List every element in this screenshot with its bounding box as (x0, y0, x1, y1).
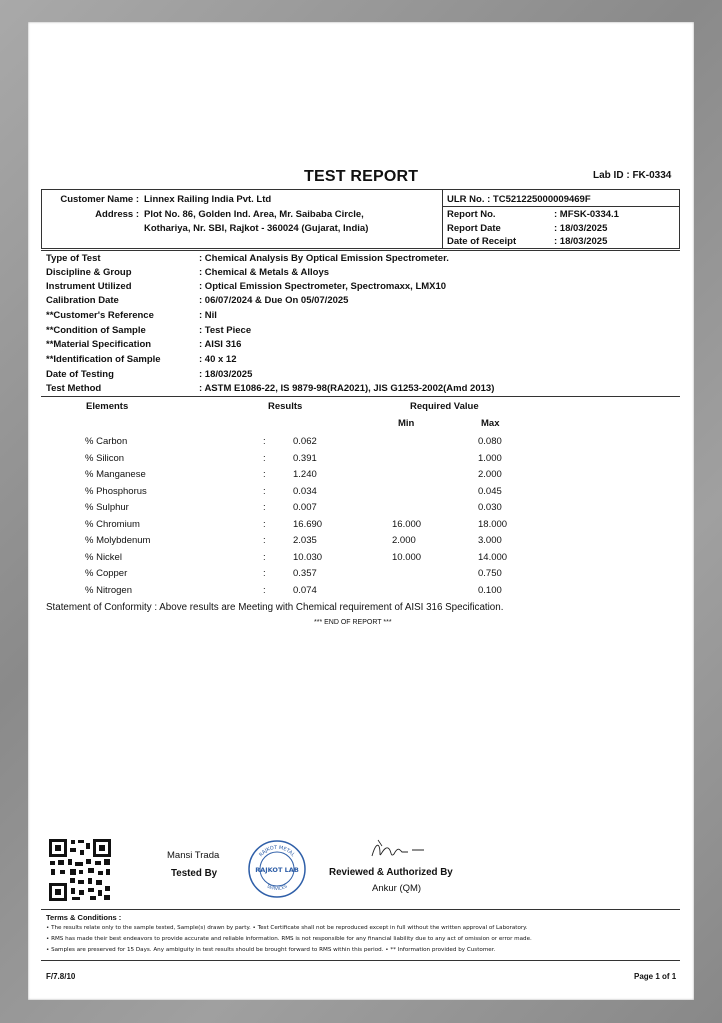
element-name: % Silicon (85, 453, 125, 464)
detail-value: : Test Piece (199, 325, 252, 336)
max-value: 0.030 (478, 502, 502, 513)
element-name: % Phosphorus (85, 486, 147, 497)
lab-seal-stamp (247, 839, 307, 899)
element-name: % Chromium (85, 519, 140, 530)
element-name: % Sulphur (85, 502, 129, 513)
detail-label: Discipline & Group (46, 267, 132, 278)
qr-code-icon (48, 838, 112, 902)
element-name: % Molybdenum (85, 535, 151, 546)
result-value: 0.007 (293, 502, 317, 513)
svg-text:SERVICES (266, 883, 289, 892)
seal-bottom-text: SERVICES (265, 884, 289, 893)
result-value: 0.074 (293, 585, 317, 596)
separator: : (263, 486, 266, 497)
detail-value: : Chemical & Metals & Alloys (199, 267, 330, 278)
header-divider (442, 190, 443, 248)
receipt-date-label: Date of Receipt (447, 236, 517, 247)
separator: : (263, 519, 266, 530)
element-name: % Nickel (85, 552, 122, 563)
detail-label: Type of Test (46, 253, 101, 264)
page-number: Page 1 of 1 (634, 972, 677, 981)
max-value: 2.000 (478, 469, 502, 480)
report-date-label: Report Date (447, 223, 501, 234)
customer-header-box (41, 189, 680, 249)
min-value: 16.000 (392, 519, 422, 530)
detail-value: : 18/03/2025 (199, 369, 253, 380)
terms-line: • RMS has made their best endeavors to provide accurate and reliable information. RMS is not responsible for any financial liability due to any act of omission or error made. (46, 936, 532, 942)
separator: : (263, 535, 266, 546)
detail-value: : ASTM E1086-22, IS 9879-98(RA2021), JIS G1253-2002(Amd 2013) (199, 383, 495, 394)
statement-of-conformity: Statement of Conformity : Above results are Meeting with Chemical requirement of AISI 316 Specification. (46, 602, 504, 613)
max-value: 0.045 (478, 486, 502, 497)
result-value: 16.690 (293, 519, 323, 530)
element-name: % Nitrogen (85, 585, 132, 596)
max-value: 0.100 (478, 585, 502, 596)
customer-name-value: Linnex Railing India Pvt. Ltd (144, 194, 272, 205)
separator: : (263, 453, 266, 464)
signature-scribble (368, 836, 428, 864)
details-bottom-rule (41, 396, 680, 397)
detail-label: **Condition of Sample (46, 325, 146, 336)
tested-by-label: Tested By (171, 868, 218, 879)
separator: : (263, 436, 266, 447)
max-value: 18.000 (478, 519, 508, 530)
detail-label: Date of Testing (46, 369, 114, 380)
details-top-rule (41, 250, 680, 251)
col-header-results: Results (268, 401, 303, 412)
separator: : (263, 585, 266, 596)
detail-label: Instrument Utilized (46, 281, 132, 292)
terms-line: • The results relate only to the sample tested, Sample(s) drawn by party. • Test Certificate shall not be reproduced except in full without the written approval of Laboratory. (46, 925, 528, 931)
customer-name-label: Customer Name : (60, 194, 139, 205)
detail-value: : 40 x 12 (199, 354, 237, 365)
detail-value: : Optical Emission Spectrometer, Spectromaxx, LMX10 (199, 281, 447, 292)
terms-bottom-rule (41, 960, 680, 961)
col-header-elements: Elements (86, 401, 129, 412)
report-title: TEST REPORT (304, 168, 419, 185)
separator: : (263, 552, 266, 563)
result-value: 0.062 (293, 436, 317, 447)
report-no-value: : MFSK-0334.1 (554, 209, 619, 220)
result-value: 0.034 (293, 486, 317, 497)
col-header-min: Min (398, 418, 415, 429)
tester-name: Mansi Trada (167, 850, 220, 861)
detail-label: **Customer's Reference (46, 310, 154, 321)
detail-label: **Material Specification (46, 339, 152, 350)
ulr-number: ULR No. : TC521225000009469F (447, 194, 591, 205)
detail-value: : Chemical Analysis By Optical Emission Spectrometer. (199, 253, 449, 264)
element-name: % Manganese (85, 469, 146, 480)
max-value: 0.080 (478, 436, 502, 447)
result-value: 2.035 (293, 535, 317, 546)
end-of-report: *** END OF REPORT *** (314, 619, 392, 626)
max-value: 0.750 (478, 568, 502, 579)
detail-label: **Identification of Sample (46, 354, 161, 365)
seal-center-text: RAJKOT LAB (255, 866, 299, 874)
terms-top-rule (41, 909, 680, 910)
detail-label: Calibration Date (46, 295, 119, 306)
detail-value: : 06/07/2024 & Due On 05/07/2025 (199, 295, 349, 306)
reviewed-by-label: Reviewed & Authorized By (329, 867, 453, 878)
lab-id: Lab ID : FK-0334 (593, 170, 672, 181)
element-name: % Carbon (85, 436, 128, 447)
result-value: 0.357 (293, 568, 317, 579)
address-label: Address : (95, 209, 139, 220)
min-value: 2.000 (392, 535, 416, 546)
max-value: 1.000 (478, 453, 502, 464)
report-date-value: : 18/03/2025 (554, 223, 608, 234)
receipt-date-value: : 18/03/2025 (554, 236, 608, 247)
result-value: 10.030 (293, 552, 323, 563)
element-name: % Copper (85, 568, 128, 579)
min-value: 10.000 (392, 552, 422, 563)
result-value: 0.391 (293, 453, 317, 464)
address-line-1: Plot No. 86, Golden Ind. Area, Mr. Saibaba Circle, (144, 209, 364, 220)
meta-rule (442, 206, 679, 207)
detail-label: Test Method (46, 383, 102, 394)
seal-top-text: RAJKOT METAL (258, 844, 296, 859)
detail-value: : AISI 316 (199, 339, 242, 350)
separator: : (263, 469, 266, 480)
report-no-label: Report No. (447, 209, 496, 220)
terms-heading: Terms & Conditions : (46, 913, 122, 922)
col-header-max: Max (481, 418, 500, 429)
col-header-required: Required Value (410, 401, 479, 412)
separator: : (263, 568, 266, 579)
result-value: 1.240 (293, 469, 317, 480)
form-number: F/7.8/10 (46, 972, 76, 981)
terms-line: • Samples are preserved for 15 Days. Any ambiguity in test results should be brought forward to RMS within this period. • ** Information provided by Customer. (46, 947, 496, 953)
detail-value: : Nil (199, 310, 217, 321)
reviewer-name: Ankur (QM) (372, 883, 422, 894)
max-value: 3.000 (478, 535, 502, 546)
separator: : (263, 502, 266, 513)
max-value: 14.000 (478, 552, 508, 563)
report-page (28, 22, 694, 1000)
address-line-2: Kothariya, Nr. SBI, Rajkot - 360024 (Gujarat, India) (144, 223, 369, 234)
